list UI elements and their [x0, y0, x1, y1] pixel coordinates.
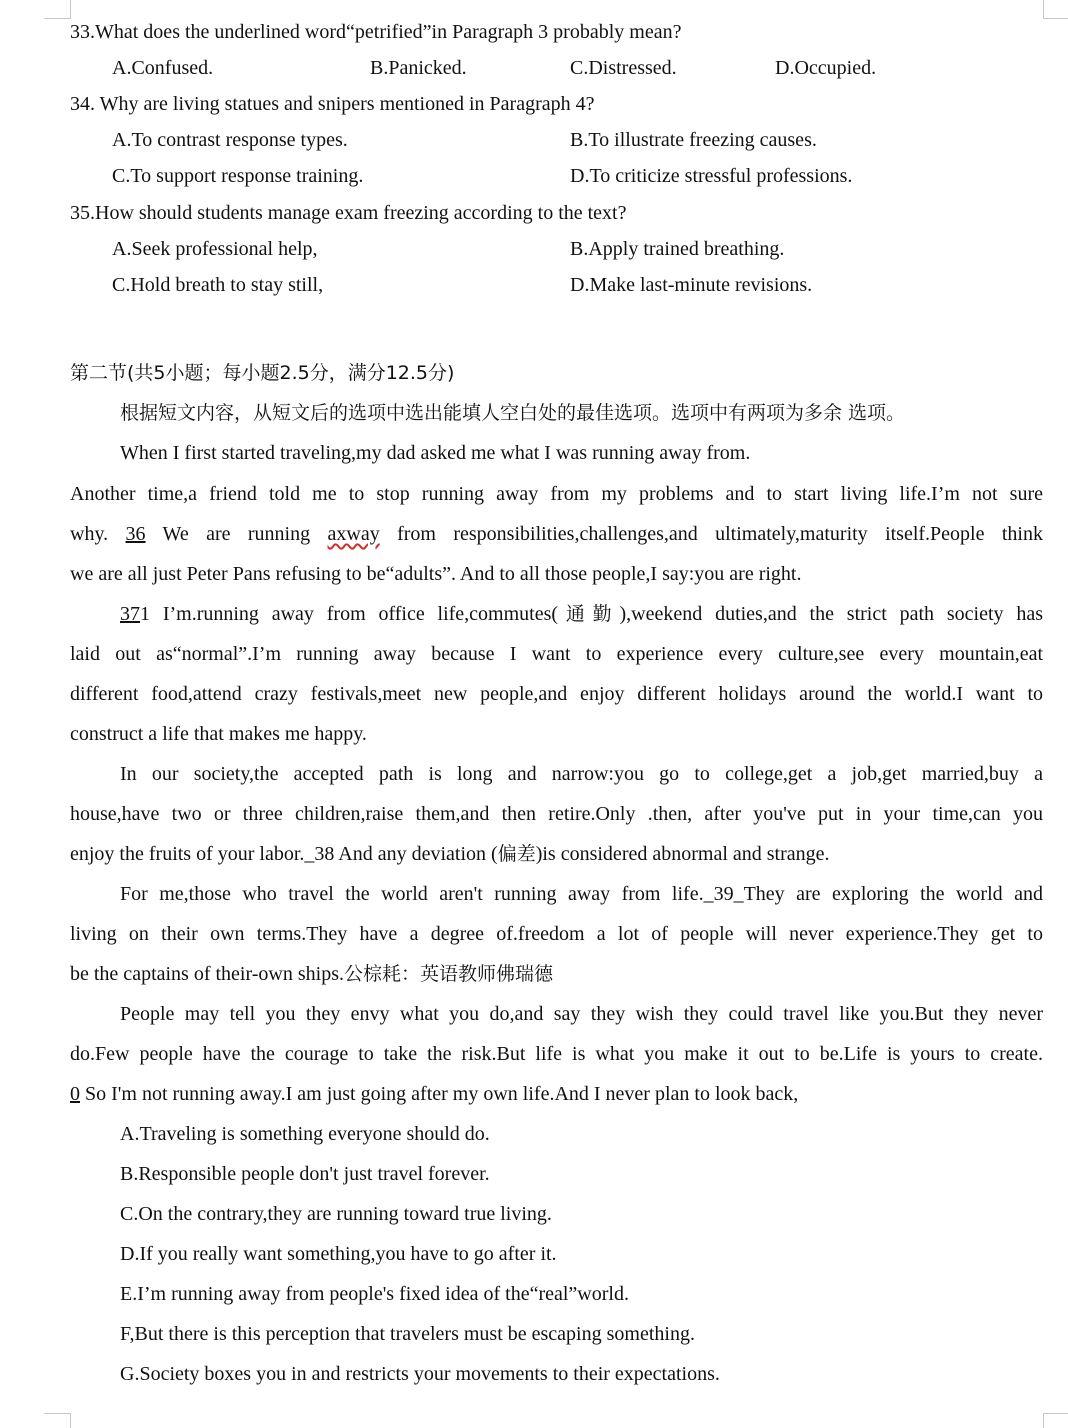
question-35-option-c: C.Hold breath to stay still,	[112, 274, 324, 296]
question-33-option-d: D.Occupied.	[775, 57, 877, 79]
passage-line: living on their own terms.They have a degree of.freedom a lot of people will never experience.They get to	[70, 923, 1043, 945]
passage-line: In our society,the accepted path is long and narrow:you go to college,get a job,get married,buy a	[120, 763, 1043, 785]
blank-40: 0	[70, 1083, 80, 1105]
page-corner-mark	[1043, 1413, 1068, 1428]
question-33-stem: 33.What does the underlined word“petrified”in Paragraph 3 probably mean?	[70, 21, 682, 43]
passage-line: 371 I’m.running away from office life,commutes(通勤),weekend duties,and the strict path society has	[120, 603, 1043, 625]
passage-line: 0 So I'm not running away.I am just going after my own life.And I never plan to look back,	[70, 1083, 799, 1105]
passage-line: construct a life that makes me happy.	[70, 723, 367, 745]
passage-line: People may tell you they envy what you do,and say they wish they could travel like you.But they never	[120, 1003, 1043, 1025]
passage-line: why. 36 We are running axway from responsibilities,challenges,and ultimately,maturity itself.People think	[70, 523, 1043, 545]
passage-line: enjoy the fruits of your labor._38 And any deviation (偏差)is considered abnormal and strange.	[70, 843, 830, 865]
passage-line: When I first started traveling,my dad asked me what I was running away from.	[120, 442, 751, 464]
passage-line: house,have two or three children,raise them,and then retire.Only .then, after you've put in your time,can you	[70, 803, 1043, 825]
blank-36: 36	[125, 523, 146, 545]
question-33-option-b: B.Panicked.	[370, 57, 467, 79]
page-corner-mark	[1043, 0, 1068, 19]
section-heading: 第二节(共5小题；每小题2.5分，满分12.5分)	[70, 362, 455, 384]
choice-a: A.Traveling is something everyone should do.	[120, 1123, 490, 1145]
passage-line: laid out as“normal”.I’m running away because I want to experience every culture,see every mountain,eat	[70, 643, 1043, 665]
choice-e: E.I’m running away from people's fixed idea of the“real”world.	[120, 1283, 629, 1305]
choice-b: B.Responsible people don't just travel forever.	[120, 1163, 490, 1185]
choice-c: C.On the contrary,they are running toward true living.	[120, 1203, 552, 1225]
question-34-option-d: D.To criticize stressful professions.	[570, 165, 853, 187]
choice-f: F,But there is this perception that travelers must be escaping something.	[120, 1323, 695, 1345]
passage-line: be the captains of their-own ships.公棕耗：英语教师佛瑞德	[70, 963, 553, 985]
question-33-option-a: A.Confused.	[112, 57, 214, 79]
passage-line: For me,those who travel the world aren't running away from life._39_They are exploring the world and	[120, 883, 1043, 905]
passage-line: do.Few people have the courage to take the risk.But life is what you make it out to be.Life is yours to create.	[70, 1043, 1043, 1065]
question-34-option-b: B.To illustrate freezing causes.	[570, 129, 817, 151]
question-34-stem: 34. Why are living statues and snipers mentioned in Paragraph 4?	[70, 93, 595, 115]
choice-d: D.If you really want something,you have to go after it.	[120, 1243, 557, 1265]
question-35-option-b: B.Apply trained breathing.	[570, 238, 785, 260]
question-34-option-a: A.To contrast response types.	[112, 129, 348, 151]
passage-line: different food,attend crazy festivals,meet new people,and enjoy different holidays around the world.I want to	[70, 683, 1043, 705]
question-35-option-a: A.Seek professional help,	[112, 238, 318, 260]
question-34-option-c: C.To support response training.	[112, 165, 364, 187]
passage-line: we are all just Peter Pans refusing to be“adults”. And to all those people,I say:you are right.	[70, 563, 802, 585]
passage-line: Another time,a friend told me to stop running away from my problems and to start living life.I’m not sure	[70, 483, 1043, 505]
question-35-option-d: D.Make last-minute revisions.	[570, 274, 813, 296]
choice-g: G.Society boxes you in and restricts your movements to their expectations.	[120, 1363, 720, 1385]
blank-37: 37	[120, 603, 140, 625]
question-33-option-c: C.Distressed.	[570, 57, 677, 79]
section-instruction: 根据短文内容，从短文后的选项中选出能填人空白处的最佳选项。选项中有两项为多余 选项。	[120, 402, 906, 424]
question-35-stem: 35.How should students manage exam freezing according to the text?	[70, 202, 627, 224]
page-corner-mark	[44, 1413, 71, 1428]
page-corner-mark	[44, 0, 71, 19]
misspelled-word: axway	[327, 523, 380, 545]
